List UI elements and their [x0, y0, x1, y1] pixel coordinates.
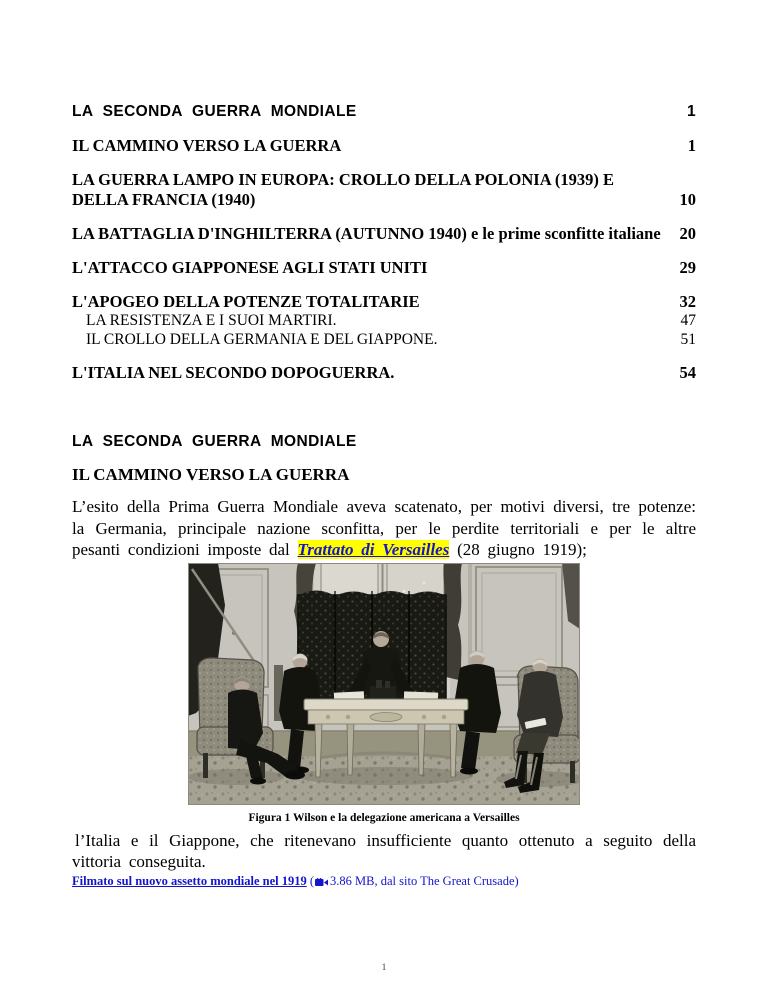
paragraph-intro-text: L’esito della Prima Guerra Mondiale aveva scatenato, per motivi diversi, tre potenze: la Germania, principale nazione sconfitta, per le perdite territoriali e per le altre pesanti condizioni imposte dal [72, 497, 696, 559]
toc-entry-label: L'ATTACCO GIAPPONESE AGLI STATI UNITI [72, 258, 428, 277]
section-heading: LA SECONDA GUERRA MONDIALE [72, 433, 357, 450]
page-number: 1 [381, 962, 387, 972]
toc-entry [72, 292, 696, 312]
paragraph-continuation: l’Italia e il Giappone, che ritenevano insufficiente quanto ottenuto a seguito della vittoria conseguita. [72, 830, 696, 871]
film-link[interactable]: Filmato sul nuovo assetto mondiale nel 1919 [72, 873, 307, 888]
toc-entry [72, 224, 696, 244]
table-of-contents [72, 102, 696, 383]
toc-entry-page: 29 [679, 258, 696, 277]
toc-entry-label: L'APOGEO DELLA POTENZE TOTALITARIE [72, 292, 420, 311]
figure-caption: Figura 1 Wilson e la delegazione americana a Versailles [248, 811, 520, 824]
toc-entry-label: IL CAMMINO VERSO LA GUERRA [72, 136, 342, 155]
toc-entry-label: LA SECONDA GUERRA MONDIALE [72, 103, 357, 120]
media-link-line [72, 874, 696, 889]
toc-entry-label: LA RESISTENZA E I SUOI MARTIRI. [86, 312, 337, 329]
paragraph-intro [72, 496, 696, 561]
toc-entry-page: 10 [679, 190, 696, 209]
toc-entry-label: L'ITALIA NEL SECONDO DOPOGUERRA. [72, 363, 395, 382]
toc-entry-page: 54 [679, 363, 696, 382]
toc-entry [72, 170, 696, 210]
toc-entry-page: 1 [687, 136, 696, 155]
toc-entry-label: IL CROLLO DELLA GERMANIA E DEL GIAPPONE. [86, 330, 438, 348]
toc-entry-page: 51 [680, 330, 696, 348]
figure-photo [188, 563, 580, 805]
toc-entry-page: 20 [679, 224, 696, 243]
toc-entry [72, 102, 696, 122]
toc-entry-label: LA BATTAGLIA D'INGHILTERRA (AUTUNNO 1940) e le prime sconfitte italiane [72, 224, 661, 243]
media-link-details: 3.86 MB, dal sito The Great Crusade) [330, 873, 519, 888]
toc-entry-page: 32 [679, 292, 696, 311]
toc-entry [72, 363, 696, 383]
toc-entry-label: LA GUERRA LAMPO IN EUROPA: CROLLO DELLA POLONIA (1939) E DELLA FRANCIA (1940) [72, 170, 614, 209]
toc-entry [72, 136, 696, 156]
toc-subentry [72, 312, 696, 331]
treaty-of-versailles-link[interactable]: Trattato di Versailles [297, 540, 450, 559]
toc-entry [72, 258, 696, 278]
toc-entry-page: 1 [686, 103, 696, 120]
paragraph-intro-tail: (28 giugno 1919); [449, 540, 587, 559]
toc-subentry [72, 331, 696, 350]
video-camera-icon [315, 878, 328, 887]
toc-entry-page: 47 [680, 312, 696, 329]
media-link-paren: ( [306, 873, 315, 888]
versailles-photo [188, 563, 580, 805]
subsection-heading: IL CAMMINO VERSO LA GUERRA [72, 465, 350, 484]
